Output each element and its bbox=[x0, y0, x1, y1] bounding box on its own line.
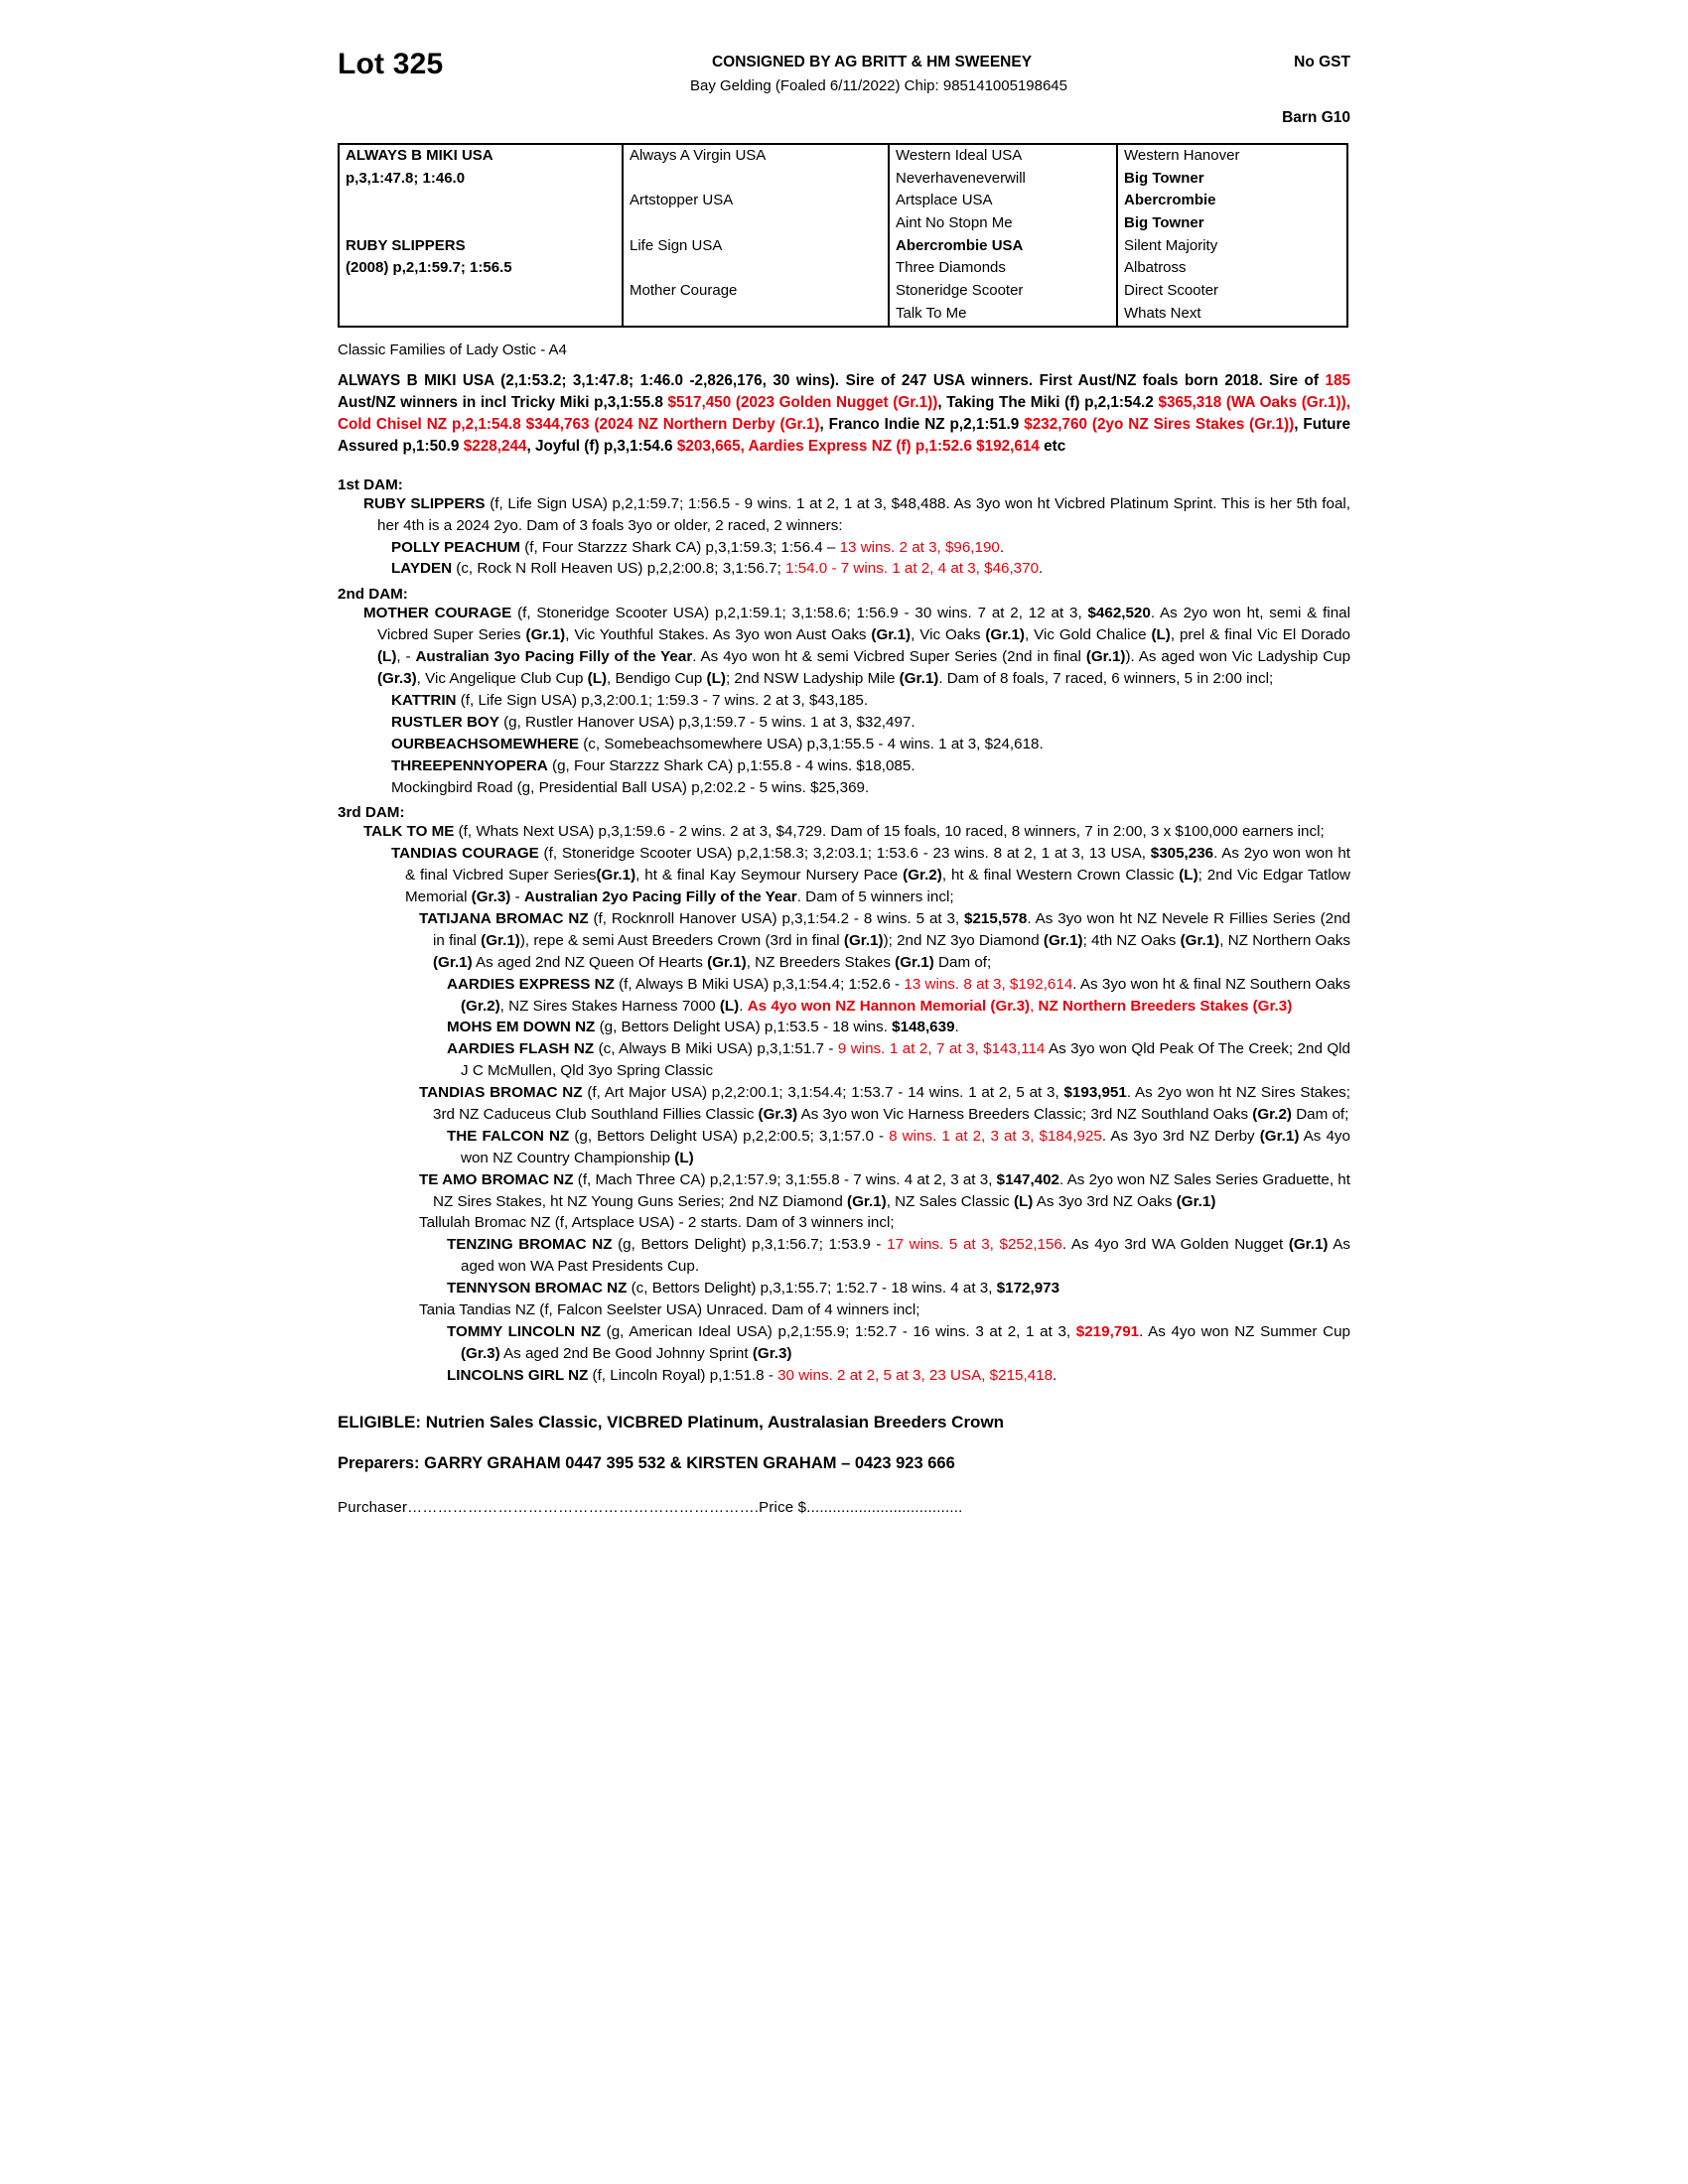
text-run: ; 2nd Vic Edgar Tatlow Memorial bbox=[405, 867, 1351, 906]
text-run: , Joyful (f) p,3,1:54.6 bbox=[526, 438, 677, 456]
text-run: $215,578 bbox=[964, 909, 1028, 927]
text-run: TATIJANA BROMAC NZ bbox=[419, 909, 589, 927]
text-run: (f, Stoneridge Scooter USA) p,2,1:59.1; 3,1:58.6; 1:56.9 - 30 wins. 7 at 2, 12 at 3, bbox=[511, 605, 1088, 622]
pedigree-gen2-cell bbox=[623, 257, 889, 280]
text-run: . As 4yo won ht & semi Vicbred Super Series (2nd in final bbox=[692, 648, 1086, 666]
pedigree-parent-cell bbox=[340, 280, 623, 303]
text-run: . As 2yo won NZ Sales Series Graduette, ht NZ Sires Stakes, ht NZ Young Guns Series; 2nd NZ Diamond bbox=[433, 1170, 1350, 1210]
pedigree-entry bbox=[435, 1278, 1350, 1299]
text-run: (f, Art Major USA) p,2,2:00.1; 3,1:54.4; 1:53.7 - 14 wins. 1 at 2, 5 at 3, bbox=[582, 1084, 1064, 1102]
dam-sections bbox=[338, 477, 1350, 1387]
text-run: . As 3yo won ht NZ Nevele R Fillies Series (2nd in final bbox=[433, 909, 1350, 949]
pedigree-row bbox=[340, 168, 1350, 191]
sire-paragraph bbox=[338, 370, 1350, 459]
text-run: As 3yo won Qld Peak Of The Creek; 2nd Qld J C McMullen, Qld 3yo Spring Classic bbox=[461, 1040, 1350, 1080]
text-run: (L) bbox=[706, 670, 726, 688]
text-run: Mockingbird Road (g, Presidential Ball USA) p,2:02.2 - 5 wins. $25,369. bbox=[391, 778, 870, 796]
text-run: , Taking The Miki (f) p,2,1:54.2 bbox=[937, 393, 1159, 411]
dam-record: (2008) p,2,1:59.7; 1:56.5 bbox=[346, 259, 512, 277]
pedigree-entry bbox=[435, 974, 1350, 1018]
text-run: , bbox=[1030, 997, 1039, 1015]
pedigree-parent-cell bbox=[340, 212, 623, 235]
pedigree-gen4-cell: Big Towner bbox=[1117, 212, 1350, 235]
text-run: TENZING BROMAC NZ bbox=[447, 1236, 613, 1254]
text-run: etc bbox=[1039, 438, 1066, 456]
pedigree-gen3-cell: Abercrombie USA bbox=[889, 235, 1117, 258]
text-run: KATTRIN bbox=[391, 691, 457, 709]
pedigree-gen3-cell: Western Ideal USA bbox=[889, 145, 1117, 168]
text-run: (L) bbox=[674, 1149, 694, 1166]
text-run: $172,973 bbox=[996, 1280, 1060, 1297]
text-run: (Gr.1) bbox=[433, 953, 473, 971]
text-run: (Gr.1) bbox=[481, 931, 520, 949]
text-run: 13 wins. 8 at 3, $192,614 bbox=[904, 975, 1073, 993]
pedigree-parent-cell bbox=[340, 235, 623, 258]
pedigree-parent-cell bbox=[340, 145, 623, 168]
pedigree-entry bbox=[407, 1299, 1350, 1321]
text-run: , Future Assured p,1:50.9 bbox=[338, 416, 1350, 456]
text-run: 1:54.0 - 7 wins. 1 at 2, 4 at 3, $46,370 bbox=[785, 560, 1040, 578]
text-run: Dam of; bbox=[1291, 1105, 1349, 1123]
text-run: , ht & final Western Crown Classic bbox=[941, 867, 1180, 885]
pedigree-entry bbox=[407, 1169, 1350, 1213]
pedigree-entry bbox=[379, 734, 1350, 755]
text-run: OURBEACHSOMEWHERE bbox=[391, 735, 580, 752]
text-run: As aged won WA Past Presidents Cup. bbox=[461, 1236, 1350, 1276]
pedigree-gen4-cell: Albatross bbox=[1117, 257, 1350, 280]
text-run: (Gr.1) bbox=[525, 626, 566, 644]
dam-section-heading: 3rd DAM: bbox=[338, 804, 405, 822]
text-run: (g, American Ideal USA) p,2,1:55.9; 1:52.7 - 16 wins. 3 at 2, 1 at 3, bbox=[601, 1322, 1076, 1340]
text-run: , Franco Indie NZ p,2,1:51.9 bbox=[819, 416, 1025, 434]
barn-number: Barn G10 bbox=[1282, 109, 1350, 126]
text-run: $219,791 bbox=[1075, 1322, 1140, 1340]
text-run: , ht & final Kay Seymour Nursery Pace bbox=[635, 867, 904, 885]
text-run: NZ Northern Breeders Stakes (Gr.3) bbox=[1038, 997, 1293, 1015]
text-run: (f, Rocknroll Hanover USA) p,3,1:54.2 - 8 wins. 5 at 3, bbox=[588, 909, 965, 927]
text-run: . bbox=[739, 997, 748, 1015]
pedigree-gen4-cell: Western Hanover bbox=[1117, 145, 1350, 168]
text-run: TENNYSON BROMAC NZ bbox=[447, 1280, 628, 1297]
pedigree-entry bbox=[435, 1017, 1350, 1038]
horse-description: Bay Gelding (Foaled 6/11/2022) Chip: 985141005198645 bbox=[689, 77, 1067, 94]
text-run: . As 2yo won ht NZ Sires Stakes; 3rd NZ Caduceus Club Southland Fillies Classic bbox=[433, 1084, 1350, 1123]
pedigree-gen4-cell: Direct Scooter bbox=[1117, 280, 1350, 303]
pedigree-entry bbox=[435, 1038, 1350, 1082]
text-run: , NZ Northern Oaks bbox=[1219, 931, 1350, 949]
text-run: (Gr.1) bbox=[843, 931, 884, 949]
pedigree-row bbox=[340, 280, 1350, 303]
text-run: (Gr.2) bbox=[461, 997, 500, 1015]
pedigree-gen3-cell: Neverhaveneverwill bbox=[889, 168, 1117, 191]
text-run: THE FALCON NZ bbox=[447, 1127, 570, 1145]
text-run: TANDIAS BROMAC NZ bbox=[419, 1084, 583, 1102]
text-run: RUBY SLIPPERS bbox=[363, 494, 486, 512]
text-run: (L) bbox=[1179, 867, 1198, 885]
text-run: (L) bbox=[719, 997, 740, 1015]
text-run: (Gr.3) bbox=[471, 888, 511, 906]
text-run: , Vic Angelique Club Cup bbox=[416, 670, 588, 688]
pedigree-row bbox=[340, 257, 1350, 280]
text-run: (Gr.1) bbox=[1043, 931, 1083, 949]
text-run: AARDIES EXPRESS NZ bbox=[447, 975, 615, 993]
text-run: AARDIES FLASH NZ bbox=[447, 1040, 595, 1058]
text-run: (Gr.1) bbox=[985, 626, 1025, 644]
text-run: , prel & final Vic El Dorado bbox=[1170, 626, 1350, 644]
pedigree-gen2-cell bbox=[623, 303, 889, 326]
text-run: (Gr.1) bbox=[596, 867, 636, 885]
pedigree-row bbox=[340, 303, 1350, 326]
text-run: , NZ Sales Classic bbox=[886, 1192, 1014, 1210]
pedigree-entry bbox=[379, 690, 1350, 712]
text-run: , Bendigo Cup bbox=[607, 670, 707, 688]
text-run: . Dam of 8 foals, 7 raced, 6 winners, 5 in 2:00 incl; bbox=[938, 670, 1274, 688]
text-run: . bbox=[954, 1019, 959, 1036]
text-run: (g, Four Starzzz Shark CA) p,1:55.8 - 4 wins. $18,085. bbox=[547, 756, 915, 774]
consignor-line: CONSIGNED BY AG BRITT & HM SWEENEY bbox=[711, 54, 1033, 70]
text-run: Tania Tandias NZ (f, Falcon Seelster USA) Unraced. Dam of 4 winners incl; bbox=[419, 1300, 920, 1318]
text-run: (Gr.1) bbox=[1176, 1192, 1216, 1210]
text-run: (Gr.3) bbox=[758, 1105, 798, 1123]
pedigree-entry bbox=[352, 493, 1350, 537]
text-run: $147,402 bbox=[996, 1170, 1060, 1188]
text-run: (Gr.2) bbox=[903, 867, 942, 885]
text-run: As 4yo won NZ Country Championship bbox=[461, 1127, 1350, 1166]
pedigree-entry bbox=[379, 755, 1350, 777]
text-run: $148,639 bbox=[892, 1019, 955, 1036]
text-run: $517,450 (2023 Golden Nugget (Gr.1)) bbox=[667, 393, 938, 411]
text-run: 30 wins. 2 at 2, 5 at 3, 23 USA, $215,418 bbox=[777, 1366, 1054, 1384]
purchaser-line: Purchaser…………………………………………………………….Price $.................................... bbox=[338, 1498, 963, 1516]
pedigree-entry bbox=[435, 1365, 1350, 1387]
text-run: (Gr.1) bbox=[871, 626, 912, 644]
pedigree-entry bbox=[379, 712, 1350, 734]
text-run: . As 4yo won NZ Summer Cup bbox=[1139, 1322, 1350, 1340]
text-run: $228,244 bbox=[463, 438, 527, 456]
pedigree-row bbox=[340, 235, 1350, 258]
text-run: , Vic Gold Chalice bbox=[1025, 626, 1152, 644]
text-run: $232,760 (2yo NZ Sires Stakes (Gr.1)) bbox=[1024, 416, 1295, 434]
pedigree-entry bbox=[379, 777, 1350, 799]
text-run: ), repe & semi Aust Breeders Crown (3rd in final bbox=[519, 931, 844, 949]
text-run: (L) bbox=[587, 670, 608, 688]
text-run: LINCOLNS GIRL NZ bbox=[447, 1366, 589, 1384]
text-run: (g, Bettors Delight) p,3,1:56.7; 1:53.9 - bbox=[612, 1236, 888, 1254]
pedigree-gen3-cell: Three Diamonds bbox=[889, 257, 1117, 280]
text-run: (Gr.1) bbox=[1180, 931, 1220, 949]
text-run: ). As aged won Vic Ladyship Cup bbox=[1125, 648, 1351, 666]
text-run: (c, Somebeachsomewhere USA) p,3,1:55.5 - 4 wins. 1 at 3, $24,618. bbox=[579, 735, 1044, 752]
text-run: . As 3yo won ht & final NZ Southern Oaks bbox=[1072, 975, 1350, 993]
text-run: ); 2nd NZ 3yo Diamond bbox=[883, 931, 1044, 949]
text-run: (Gr.3) bbox=[752, 1344, 792, 1362]
pedigree-entry bbox=[435, 1126, 1350, 1169]
catalogue-sheet bbox=[338, 44, 1350, 1516]
pedigree-gen4-cell: Whats Next bbox=[1117, 303, 1350, 326]
pedigree-parent-cell bbox=[340, 190, 623, 212]
text-run: THREEPENNYOPERA bbox=[391, 756, 548, 774]
eligible-line: ELIGIBLE: Nutrien Sales Classic, VICBRED Platinum, Australasian Breeders Crown bbox=[338, 1412, 1005, 1432]
text-run: (f, Stoneridge Scooter USA) p,2,1:58.3; 3,2:03.1; 1:53.6 - 23 wins. 8 at 2, 1 at 3, 13 USA, bbox=[538, 845, 1151, 863]
pedigree-entry bbox=[379, 537, 1350, 559]
text-run: (Gr.3) bbox=[461, 1344, 500, 1362]
text-run: (L) bbox=[1013, 1192, 1034, 1210]
pedigree-parent-cell bbox=[340, 168, 623, 191]
text-run: LAYDEN bbox=[391, 560, 453, 578]
sire-name: ALWAYS B MIKI USA bbox=[346, 147, 493, 164]
text-run: (f, Whats Next USA) p,3,1:59.6 - 2 wins. 2 at 3, $4,729. Dam of 15 foals, 10 raced, 8 winners, 7 in 2:00, 3 x $100,000 earners incl; bbox=[454, 823, 1325, 841]
text-run: (g, Bettors Delight USA) p,1:53.5 - 18 wins. bbox=[595, 1019, 893, 1036]
pedigree-gen2-cell: Life Sign USA bbox=[623, 235, 889, 258]
text-run: . bbox=[1053, 1366, 1057, 1384]
pedigree-gen3-cell: Stoneridge Scooter bbox=[889, 280, 1117, 303]
text-run: 13 wins. 2 at 3, $96,190 bbox=[839, 538, 1000, 556]
pedigree-entry bbox=[435, 1234, 1350, 1278]
text-run: RUSTLER BOY bbox=[391, 713, 499, 731]
text-run: (L) bbox=[377, 648, 397, 666]
pedigree-entry bbox=[379, 843, 1350, 908]
pedigree-entry bbox=[435, 1321, 1350, 1365]
text-run: (c, Rock N Roll Heaven US) p,2,2:00.8; 3,1:56.7; bbox=[452, 560, 786, 578]
text-run: . As 2yo won ht, semi & final Vicbred Super Series bbox=[377, 605, 1350, 644]
pedigree-gen4-cell: Abercrombie bbox=[1117, 190, 1350, 212]
text-run: Australian 2yo Pacing Filly of the Year bbox=[523, 888, 797, 906]
text-run: (f, Lincoln Royal) p,1:51.8 - bbox=[588, 1366, 778, 1384]
dam-name: RUBY SLIPPERS bbox=[346, 236, 466, 254]
text-run: . As 3yo 3rd NZ Derby bbox=[1101, 1127, 1260, 1145]
text-run: . bbox=[999, 538, 1005, 556]
pedigree-gen2-cell bbox=[623, 212, 889, 235]
text-run: Dam of; bbox=[933, 953, 992, 971]
text-run: TE AMO BROMAC NZ bbox=[419, 1170, 574, 1188]
gst-status: No GST bbox=[1294, 54, 1350, 70]
text-run: 17 wins. 5 at 3, $252,156 bbox=[887, 1236, 1062, 1254]
text-run: As 3yo won Vic Harness Breeders Classic; 3rd NZ Southland Oaks bbox=[797, 1105, 1253, 1123]
pedigree-parent-cell bbox=[340, 303, 623, 326]
text-run: (L) bbox=[1151, 626, 1171, 644]
text-run: Aust/NZ winners in incl Tricky Miki p,3,1:55.8 bbox=[338, 393, 668, 411]
pedigree-row bbox=[340, 212, 1350, 235]
pedigree-row bbox=[340, 190, 1350, 212]
pedigree-gen2-cell: Mother Courage bbox=[623, 280, 889, 303]
dam-section-heading: 1st DAM: bbox=[338, 476, 403, 493]
text-run: Australian 3yo Pacing Filly of the Year bbox=[415, 648, 693, 666]
classic-families: Classic Families of Lady Ostic - A4 bbox=[338, 341, 567, 358]
text-run: (Gr.1) bbox=[847, 1192, 887, 1210]
pedigree-entry bbox=[407, 1082, 1350, 1126]
text-run: . As 4yo 3rd WA Golden Nugget bbox=[1061, 1236, 1289, 1254]
text-run: (f, Life Sign USA) p,3,2:00.1; 1:59.3 - 7 wins. 2 at 3, $43,185. bbox=[456, 691, 869, 709]
text-run: (c, Always B Miki USA) p,3,1:51.7 - bbox=[594, 1040, 838, 1058]
text-run: TANDIAS COURAGE bbox=[391, 845, 539, 863]
preparers-line: Preparers: GARRY GRAHAM 0447 395 532 & KIRSTEN GRAHAM – 0423 923 666 bbox=[338, 1453, 955, 1472]
pedigree-table bbox=[338, 143, 1348, 328]
text-run: (f, Four Starzzz Shark CA) p,3,1:59.3; 1:56.4 – bbox=[519, 538, 840, 556]
text-run: $305,236 bbox=[1150, 845, 1214, 863]
pedigree-parent-cell bbox=[340, 257, 623, 280]
pedigree-gen2-cell: Artstopper USA bbox=[623, 190, 889, 212]
text-run: (Gr.3) bbox=[377, 670, 417, 688]
text-run: (Gr.1) bbox=[1085, 648, 1126, 666]
text-run: ; 2nd NSW Ladyship Mile bbox=[725, 670, 900, 688]
pedigree-entry bbox=[407, 1212, 1350, 1234]
pedigree-gen3-cell: Talk To Me bbox=[889, 303, 1117, 326]
text-run: $365,318 (WA Oaks (Gr.1)), Cold Chisel NZ p,2,1:54.8 $344,763 (2024 NZ Northern Derby (Gr.1) bbox=[338, 393, 1350, 434]
lot-number: Lot 325 bbox=[338, 48, 444, 80]
text-run: (Gr.1) bbox=[1288, 1236, 1329, 1254]
text-run: , Vic Oaks bbox=[911, 626, 986, 644]
text-run: (Gr.2) bbox=[1252, 1105, 1292, 1123]
text-run: (c, Bettors Delight) p,3,1:55.7; 1:52.7 - 18 wins. 4 at 3, bbox=[627, 1280, 997, 1297]
pedigree-entry bbox=[352, 821, 1350, 843]
text-run: (g, Bettors Delight USA) p,2,2:00.5; 3,1:57.0 - bbox=[569, 1127, 890, 1145]
text-run: 185 bbox=[1325, 371, 1350, 389]
text-run: (Gr.1) bbox=[707, 953, 747, 971]
pedigree-entry bbox=[379, 558, 1350, 580]
text-run: (f, Always B Miki USA) p,3,1:54.4; 1:52.6 - bbox=[614, 975, 905, 993]
text-run: 9 wins. 1 at 2, 7 at 3, $143,114 bbox=[837, 1040, 1046, 1058]
text-run: TALK TO ME bbox=[363, 823, 455, 841]
text-run: As 3yo 3rd NZ Oaks bbox=[1033, 1192, 1177, 1210]
text-run: $203,665, Aardies Express NZ (f) p,1:52.6 $192,614 bbox=[676, 438, 1040, 456]
text-run: POLLY PEACHUM bbox=[391, 538, 520, 556]
text-run: ALWAYS B MIKI USA (2,1:53.2; 3,1:47.8; 1:46.0 -2,826,176, 30 wins). Sire of 247 USA winners. First Aust/NZ foals born 2018. Sire of bbox=[338, 371, 1326, 389]
pedigree-gen3-cell: Aint No Stopn Me bbox=[889, 212, 1117, 235]
text-run: ; 4th NZ Oaks bbox=[1082, 931, 1181, 949]
text-run: As aged 2nd NZ Queen Of Hearts bbox=[472, 953, 708, 971]
text-run: , NZ Breeders Stakes bbox=[746, 953, 896, 971]
pedigree-gen4-cell: Big Towner bbox=[1117, 168, 1350, 191]
page-header bbox=[338, 44, 1350, 139]
text-run: Tallulah Bromac NZ (f, Artsplace USA) - 2 starts. Dam of 3 winners incl; bbox=[419, 1214, 895, 1232]
text-run: $462,520 bbox=[1087, 605, 1151, 622]
pedigree-gen3-cell: Artsplace USA bbox=[889, 190, 1117, 212]
text-run: (f, Life Sign USA) p,2,1:59.7; 1:56.5 - 9 wins. 1 at 2, 1 at 3, $48,488. As 3yo won ht Vicbred Platinum Sprint. This is her 5th foal, her 4th is a 2024 2yo. Dam of 3 foals 3yo or older, 2 raced, 2 winners: bbox=[377, 494, 1351, 534]
dam-section-heading: 2nd DAM: bbox=[338, 586, 408, 604]
text-run: (Gr.1) bbox=[899, 670, 939, 688]
text-run: , - bbox=[396, 648, 416, 666]
text-run: TOMMY LINCOLN NZ bbox=[447, 1322, 602, 1340]
pedigree-row bbox=[340, 145, 1350, 168]
pedigree-gen2-cell bbox=[623, 168, 889, 191]
text-run: , Vic Youthful Stakes. As 3yo won Aust Oaks bbox=[565, 626, 872, 644]
text-run: (Gr.1) bbox=[1259, 1127, 1300, 1145]
text-run: (g, Rustler Hanover USA) p,3,1:59.7 - 5 wins. 1 at 3, $32,497. bbox=[498, 713, 915, 731]
text-run: (Gr.1) bbox=[895, 953, 934, 971]
text-run: MOHS EM DOWN NZ bbox=[447, 1019, 596, 1036]
pedigree-entry bbox=[352, 603, 1350, 690]
pedigree-gen4-cell: Silent Majority bbox=[1117, 235, 1350, 258]
text-run: $193,951 bbox=[1063, 1084, 1127, 1102]
text-run: MOTHER COURAGE bbox=[363, 605, 512, 622]
sire-record: p,3,1:47.8; 1:46.0 bbox=[346, 169, 466, 187]
text-run: As aged 2nd Be Good Johnny Sprint bbox=[499, 1344, 753, 1362]
text-run: (f, Mach Three CA) p,2,1:57.9; 3,1:55.8 - 7 wins. 4 at 2, 3 at 3, bbox=[573, 1170, 997, 1188]
text-run: - bbox=[510, 888, 524, 906]
text-run: 8 wins. 1 at 2, 3 at 3, $184,925 bbox=[889, 1127, 1102, 1145]
text-run: As 4yo won NZ Hannon Memorial (Gr.3) bbox=[747, 997, 1031, 1015]
text-run: , NZ Sires Stakes Harness 7000 bbox=[499, 997, 720, 1015]
text-run: . bbox=[1039, 560, 1044, 578]
text-run: . As 2yo won won ht & final Vicbred Super Series bbox=[405, 845, 1351, 885]
text-run: . Dam of 5 winners incl; bbox=[796, 888, 954, 906]
pedigree-gen2-cell: Always A Virgin USA bbox=[623, 145, 889, 168]
pedigree-entry bbox=[407, 908, 1350, 974]
